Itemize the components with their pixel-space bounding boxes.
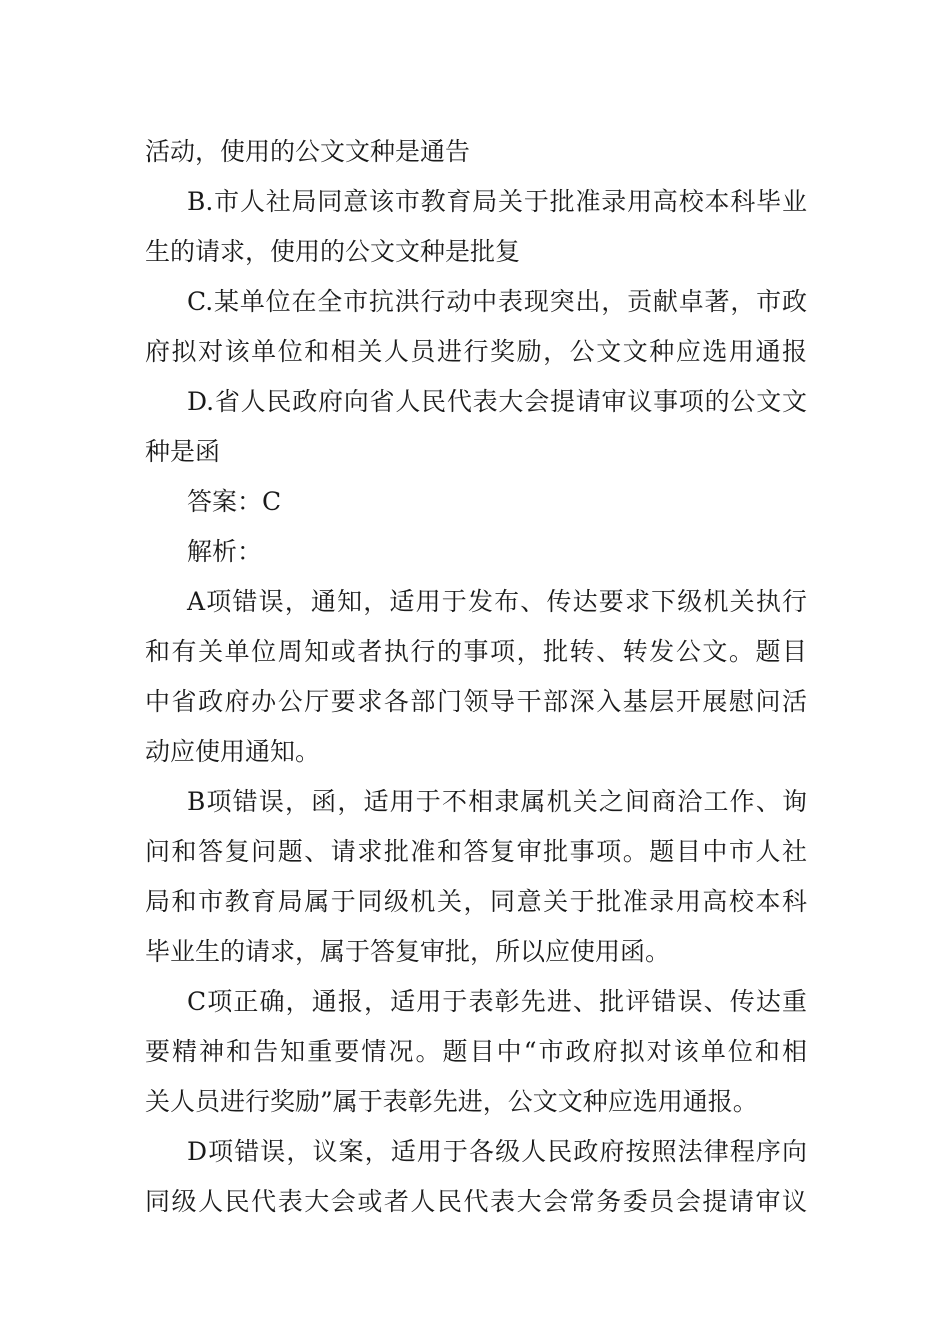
answer-line: 答案：C (187, 487, 282, 516)
text-line: 府拟对该单位和相关人员进行奖励，公文文种应选用通报 (145, 337, 807, 366)
text-line: C项正确，通报，适用于表彰先进、批评错误、传达重 (187, 987, 807, 1016)
text-line: 局和市教育局属于同级机关，同意关于批准录用高校本科 (145, 887, 807, 916)
text-line: 活动，使用的公文文种是通告 (145, 137, 471, 166)
text-line: 生的请求，使用的公文文种是批复 (145, 237, 521, 266)
text-line: 同级人民代表大会或者人民代表大会常务委员会提请审议 (145, 1187, 807, 1216)
text-line: 毕业生的请求，属于答复审批，所以应使用函。 (145, 937, 671, 966)
text-line: B项错误，函，适用于不相隶属机关之间商洽工作、询 (187, 787, 807, 816)
text-line: B.市人社局同意该市教育局关于批准录用高校本科毕业 (187, 187, 807, 216)
text-line: D项错误，议案，适用于各级人民政府按照法律程序向 (187, 1137, 807, 1166)
text-line: 动应使用通知。 (145, 737, 321, 766)
document-page (145, 127, 807, 1227)
text-line: 种是函 (145, 437, 221, 466)
text-line: 要精神和告知重要情况。题目中“市政府拟对该单位和相 (145, 1037, 807, 1066)
text-line: A项错误，通知，适用于发布、传达要求下级机关执行 (187, 587, 807, 616)
text-line: 问和答复问题、请求批准和答复审批事项。题目中市人社 (145, 837, 807, 866)
text-line: 中省政府办公厅要求各部门领导干部深入基层开展慰问活 (145, 687, 807, 716)
text-line: D.省人民政府向省人民代表大会提请审议事项的公文文 (187, 387, 807, 416)
text-line: 关人员进行奖励”属于表彰先进，公文文种应选用通报。 (145, 1087, 758, 1116)
text-line: 和有关单位周知或者执行的事项，批转、转发公文。题目 (145, 637, 807, 666)
text-line: C.某单位在全市抗洪行动中表现突出，贡献卓著，市政 (187, 287, 807, 316)
analysis-heading: 解析： (187, 537, 263, 566)
